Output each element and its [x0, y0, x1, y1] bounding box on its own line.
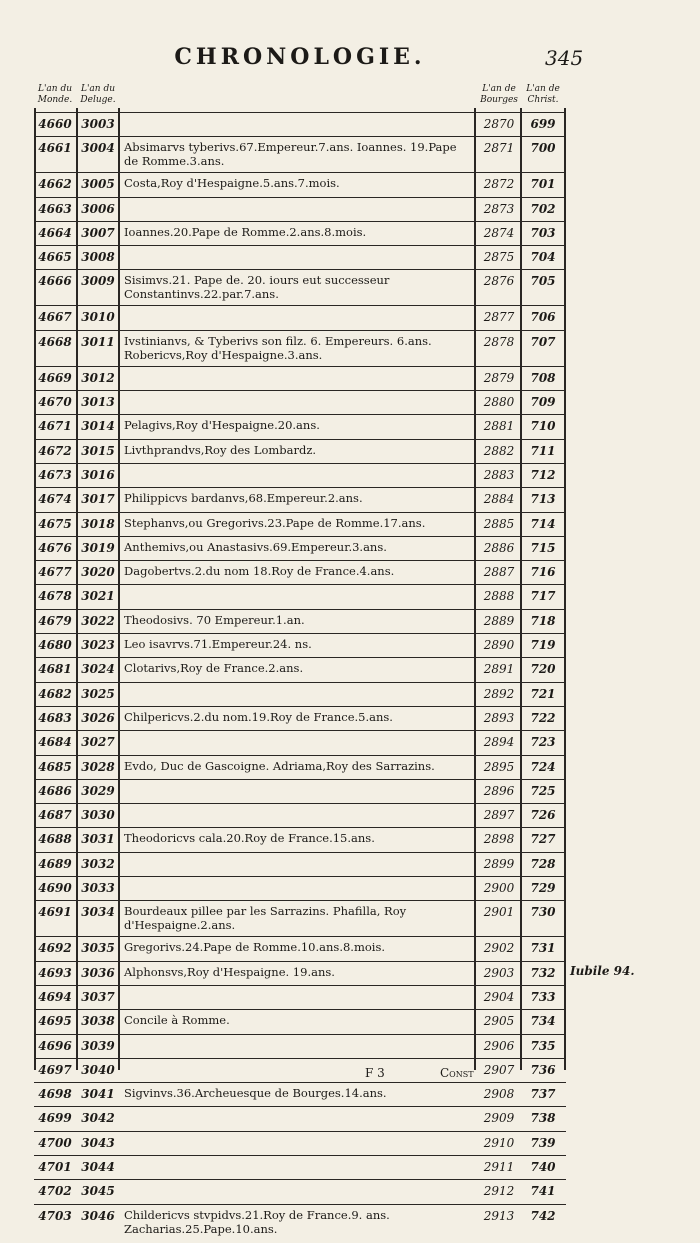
year-christ: 732 [530, 965, 556, 980]
table-row [34, 487, 566, 511]
table-row [34, 245, 566, 269]
year-monde: 4663 [38, 201, 72, 216]
year-bourges: 2882 [483, 443, 515, 458]
table-row [34, 876, 566, 900]
year-bourges: 2877 [483, 310, 515, 325]
year-monde: 4673 [38, 467, 72, 482]
page-number: 345 [545, 46, 584, 70]
year-christ: 733 [530, 989, 556, 1004]
year-deluge: 3034 [81, 905, 115, 920]
entry-text: Clotarivs,Roy de France.2.ans. [124, 661, 304, 676]
year-monde: 4675 [38, 516, 72, 531]
year-monde: 4693 [38, 965, 72, 980]
table-row [34, 584, 566, 608]
year-deluge: 3035 [81, 941, 115, 956]
entry-text: Childericvs stvpidvs.21.Roy de France.9. ans. Zacharias.25.Pape.10.ans. [124, 1207, 390, 1236]
year-bourges: 2895 [483, 759, 515, 774]
header-bourges: L'an de Bourges [480, 84, 518, 105]
table-row [34, 900, 566, 936]
year-deluge: 3031 [81, 832, 115, 847]
year-christ: 703 [530, 225, 556, 240]
year-bourges: 2873 [483, 201, 515, 216]
year-monde: 4667 [38, 310, 72, 325]
year-christ: 739 [530, 1135, 556, 1150]
year-deluge: 3016 [81, 467, 115, 482]
year-monde: 4690 [38, 881, 72, 896]
year-bourges: 2871 [483, 141, 515, 156]
year-christ: 738 [530, 1111, 556, 1126]
year-bourges: 2897 [483, 808, 515, 823]
year-deluge: 3046 [81, 1208, 115, 1223]
year-deluge: 3003 [81, 117, 115, 131]
table-row [34, 827, 566, 851]
table-row [34, 730, 566, 754]
year-monde: 4699 [38, 1111, 72, 1126]
year-bourges: 2913 [483, 1208, 515, 1223]
year-christ: 730 [530, 905, 556, 920]
page-title: CHRONOLOGIE. [174, 44, 426, 70]
year-christ: 737 [530, 1087, 556, 1102]
year-monde: 4671 [38, 419, 72, 434]
catchword: Const [440, 1066, 474, 1080]
year-christ: 742 [530, 1208, 556, 1223]
table-row [34, 1106, 566, 1130]
year-bourges: 2890 [483, 638, 515, 653]
year-monde: 4702 [38, 1184, 72, 1199]
year-deluge: 3032 [81, 856, 115, 871]
entry-text: Gregorivs.24.Pape de Romme.10.ans.8.mois. [124, 940, 386, 955]
year-bourges: 2909 [483, 1111, 515, 1126]
year-deluge: 3008 [81, 250, 115, 265]
year-monde: 4660 [38, 117, 72, 131]
table-row [34, 633, 566, 657]
table-row [34, 197, 566, 221]
year-bourges: 2887 [483, 565, 515, 580]
year-christ: 722 [530, 710, 556, 725]
year-bourges: 2875 [483, 250, 515, 265]
table-row [34, 1082, 566, 1106]
table-row [34, 390, 566, 414]
year-deluge: 3019 [81, 540, 115, 555]
year-christ: 715 [530, 540, 556, 555]
year-deluge: 3044 [81, 1159, 115, 1174]
table-row [34, 803, 566, 827]
header-deluge: L'an du Deluge. [80, 84, 116, 105]
year-christ: 724 [530, 759, 556, 774]
year-deluge: 3010 [81, 310, 115, 325]
year-monde: 4686 [38, 783, 72, 798]
year-christ: 713 [530, 492, 556, 507]
year-christ: 701 [530, 177, 556, 192]
year-monde: 4700 [38, 1135, 72, 1150]
year-bourges: 2908 [483, 1087, 515, 1102]
year-bourges: 2898 [483, 832, 515, 847]
year-monde: 4696 [38, 1038, 72, 1053]
year-monde: 4676 [38, 540, 72, 555]
year-christ: 717 [530, 589, 556, 604]
table-row [34, 1009, 566, 1033]
year-monde: 4694 [38, 989, 72, 1004]
table-row [34, 1058, 566, 1082]
table-row [34, 609, 566, 633]
year-deluge: 3023 [81, 638, 115, 653]
year-christ: 736 [530, 1062, 556, 1077]
year-monde: 4674 [38, 492, 72, 507]
year-deluge: 3038 [81, 1014, 115, 1029]
year-monde: 4668 [38, 334, 72, 349]
entry-text: Concile à Romme. [124, 1013, 230, 1028]
table-row [34, 269, 566, 305]
table-row [34, 536, 566, 560]
year-christ: 710 [530, 419, 556, 434]
year-bourges: 2899 [483, 856, 515, 871]
entry-text: Absimarvs tyberivs.67.Empereur.7.ans. Ioannes. 19.Pape de Romme.3.ans. [124, 140, 457, 169]
year-deluge: 3025 [81, 686, 115, 701]
year-deluge: 3041 [81, 1087, 115, 1102]
table-row [34, 682, 566, 706]
table-row [34, 755, 566, 779]
year-bourges: 2912 [483, 1184, 515, 1199]
year-deluge: 3040 [81, 1062, 115, 1077]
year-christ: 735 [530, 1038, 556, 1053]
year-monde: 4666 [38, 274, 72, 289]
year-monde: 4689 [38, 856, 72, 871]
table-row [34, 779, 566, 803]
year-monde: 4682 [38, 686, 72, 701]
year-deluge: 3018 [81, 516, 115, 531]
year-christ: 700 [530, 141, 556, 156]
year-deluge: 3006 [81, 201, 115, 216]
entry-text: Theodoricvs cala.20.Roy de France.15.ans. [124, 831, 375, 846]
year-monde: 4685 [38, 759, 72, 774]
year-christ: 702 [530, 201, 556, 216]
table-row [34, 512, 566, 536]
year-bourges: 2893 [483, 710, 515, 725]
table-row [34, 1179, 566, 1203]
table-row [34, 1034, 566, 1058]
side-note: Iubile 94. [570, 964, 635, 978]
year-bourges: 2904 [483, 989, 515, 1004]
year-christ: 712 [530, 467, 556, 482]
year-bourges: 2872 [483, 177, 515, 192]
entry-text: Theodosivs. 70 Empereur.1.an. [124, 612, 305, 627]
year-deluge: 3043 [81, 1135, 115, 1150]
year-deluge: 3014 [81, 419, 115, 434]
table-row [34, 172, 566, 196]
year-bourges: 2874 [483, 225, 515, 240]
year-deluge: 3004 [81, 141, 115, 156]
year-monde: 4665 [38, 250, 72, 265]
year-deluge: 3011 [81, 334, 115, 349]
year-christ: 741 [530, 1184, 556, 1199]
year-christ: 729 [530, 881, 556, 896]
year-deluge: 3013 [81, 395, 115, 410]
year-bourges: 2880 [483, 395, 515, 410]
year-bourges: 2888 [483, 589, 515, 604]
year-bourges: 2896 [483, 783, 515, 798]
year-christ: 727 [530, 832, 556, 847]
year-monde: 4680 [38, 638, 72, 653]
year-monde: 4662 [38, 177, 72, 192]
year-monde: 4688 [38, 832, 72, 847]
year-christ: 720 [530, 662, 556, 677]
year-deluge: 3007 [81, 225, 115, 240]
year-bourges: 2907 [483, 1062, 515, 1077]
year-christ: 721 [530, 686, 556, 701]
table-row [34, 961, 566, 985]
year-deluge: 3020 [81, 565, 115, 580]
year-monde: 4661 [38, 141, 72, 156]
entry-text: Philippicvs bardanvs,68.Empereur.2.ans. [124, 491, 363, 506]
year-christ: 707 [530, 334, 556, 349]
year-bourges: 2885 [483, 516, 515, 531]
year-christ: 705 [530, 274, 556, 289]
entry-text: Anthemivs,ou Anastasivs.69.Empereur.3.ans. [124, 539, 387, 554]
year-bourges: 2911 [483, 1159, 515, 1174]
year-deluge: 3037 [81, 989, 115, 1004]
table-row [34, 330, 566, 366]
table-row [34, 112, 566, 136]
table-row [34, 657, 566, 681]
year-deluge: 3024 [81, 662, 115, 677]
year-bourges: 2906 [483, 1038, 515, 1053]
year-deluge: 3026 [81, 710, 115, 725]
year-christ: 714 [530, 516, 556, 531]
year-deluge: 3029 [81, 783, 115, 798]
year-bourges: 2891 [483, 662, 515, 677]
year-christ: 728 [530, 856, 556, 871]
year-monde: 4681 [38, 662, 72, 677]
table-row [34, 1204, 566, 1240]
year-monde: 4669 [38, 370, 72, 385]
table-row [34, 985, 566, 1009]
entry-text: Sigvinvs.36.Archeuesque de Bourges.14.ans. [124, 1086, 387, 1101]
table-row [34, 706, 566, 730]
year-bourges: 2902 [483, 941, 515, 956]
year-christ: 699 [530, 117, 556, 131]
entry-text: Stephanvs,ou Gregorivs.23.Pape de Romme.17.ans. [124, 515, 426, 530]
table-row [34, 366, 566, 390]
year-monde: 4697 [38, 1062, 72, 1077]
table-row [34, 221, 566, 245]
year-deluge: 3017 [81, 492, 115, 507]
year-deluge: 3045 [81, 1184, 115, 1199]
year-christ: 718 [530, 613, 556, 628]
year-monde: 4687 [38, 808, 72, 823]
year-bourges: 2894 [483, 735, 515, 750]
year-monde: 4679 [38, 613, 72, 628]
year-deluge: 3028 [81, 759, 115, 774]
year-monde: 4684 [38, 735, 72, 750]
year-bourges: 2886 [483, 540, 515, 555]
year-christ: 708 [530, 370, 556, 385]
year-monde: 4683 [38, 710, 72, 725]
entry-text: Alphonsvs,Roy d'Hespaigne. 19.ans. [124, 964, 335, 979]
year-monde: 4678 [38, 589, 72, 604]
entry-text: Leo isavrvs.71.Empereur.24. ns. [124, 637, 312, 652]
year-christ: 726 [530, 808, 556, 823]
year-bourges: 2870 [483, 117, 515, 131]
year-christ: 711 [530, 443, 556, 458]
entry-text: Evdo, Duc de Gascoigne. Adriama,Roy des Sarrazins. [124, 758, 435, 773]
year-christ: 706 [530, 310, 556, 325]
year-bourges: 2900 [483, 881, 515, 896]
table-row [34, 852, 566, 876]
entry-text: Chilpericvs.2.du nom.19.Roy de France.5.ans. [124, 709, 393, 724]
year-monde: 4664 [38, 225, 72, 240]
year-monde: 4672 [38, 443, 72, 458]
year-bourges: 2901 [483, 905, 515, 920]
year-christ: 734 [530, 1014, 556, 1029]
entry-text: Ivstinianvs, & Tyberivs son filz. 6. Empereurs. 6.ans. Robericvs,Roy d'Hespaigne.3.ans. [124, 333, 432, 362]
year-bourges: 2883 [483, 467, 515, 482]
table-row [34, 136, 566, 172]
year-deluge: 3005 [81, 177, 115, 192]
year-deluge: 3036 [81, 965, 115, 980]
year-christ: 731 [530, 941, 556, 956]
table-row [34, 305, 566, 329]
year-deluge: 3022 [81, 613, 115, 628]
year-monde: 4670 [38, 395, 72, 410]
table-body [34, 112, 566, 1240]
year-deluge: 3042 [81, 1111, 115, 1126]
table-row [34, 414, 566, 438]
year-christ: 709 [530, 395, 556, 410]
year-deluge: 3030 [81, 808, 115, 823]
year-christ: 725 [530, 783, 556, 798]
table-row [34, 560, 566, 584]
year-bourges: 2889 [483, 613, 515, 628]
year-monde: 4703 [38, 1208, 72, 1223]
year-christ: 704 [530, 250, 556, 265]
table-row [34, 463, 566, 487]
year-bourges: 2879 [483, 370, 515, 385]
year-bourges: 2881 [483, 419, 515, 434]
header-christ: L'an de Christ. [526, 84, 560, 105]
year-deluge: 3033 [81, 881, 115, 896]
year-deluge: 3039 [81, 1038, 115, 1053]
table-row [34, 439, 566, 463]
entry-text: Costa,Roy d'Hespaigne.5.ans.7.mois. [124, 176, 340, 191]
year-monde: 4698 [38, 1087, 72, 1102]
year-bourges: 2903 [483, 965, 515, 980]
year-deluge: 3009 [81, 274, 115, 289]
year-bourges: 2910 [483, 1135, 515, 1150]
year-bourges: 2905 [483, 1014, 515, 1029]
year-bourges: 2884 [483, 492, 515, 507]
year-monde: 4691 [38, 905, 72, 920]
entry-text: Bourdeaux pillee par les Sarrazins. Phafilla, Roy d'Hespaigne.2.ans. [124, 904, 407, 933]
year-christ: 719 [530, 638, 556, 653]
year-monde: 4677 [38, 565, 72, 580]
year-christ: 723 [530, 735, 556, 750]
year-deluge: 3021 [81, 589, 115, 604]
entry-text: Sisimvs.21. Pape de. 20. iours eut successeur Constantinvs.22.par.7.ans. [124, 273, 390, 302]
table-row [34, 1131, 566, 1155]
year-christ: 740 [530, 1159, 556, 1174]
year-deluge: 3012 [81, 370, 115, 385]
entry-text: Ioannes.20.Pape de Romme.2.ans.8.mois. [124, 224, 367, 239]
entry-text: Livthprandvs,Roy des Lombardz. [124, 442, 317, 457]
year-deluge: 3027 [81, 735, 115, 750]
year-monde: 4701 [38, 1159, 72, 1174]
header-monde: L'an du Monde. [37, 84, 73, 105]
entry-text: Pelagivs,Roy d'Hespaigne.20.ans. [124, 418, 320, 433]
year-monde: 4695 [38, 1014, 72, 1029]
signature-mark: F 3 [365, 1066, 385, 1080]
year-bourges: 2892 [483, 686, 515, 701]
year-monde: 4692 [38, 941, 72, 956]
year-deluge: 3015 [81, 443, 115, 458]
table-row [34, 936, 566, 960]
entry-text: Dagobertvs.2.du nom 18.Roy de France.4.ans. [124, 564, 395, 579]
year-bourges: 2878 [483, 334, 515, 349]
year-bourges: 2876 [483, 274, 515, 289]
table-row [34, 1155, 566, 1179]
year-christ: 716 [530, 565, 556, 580]
